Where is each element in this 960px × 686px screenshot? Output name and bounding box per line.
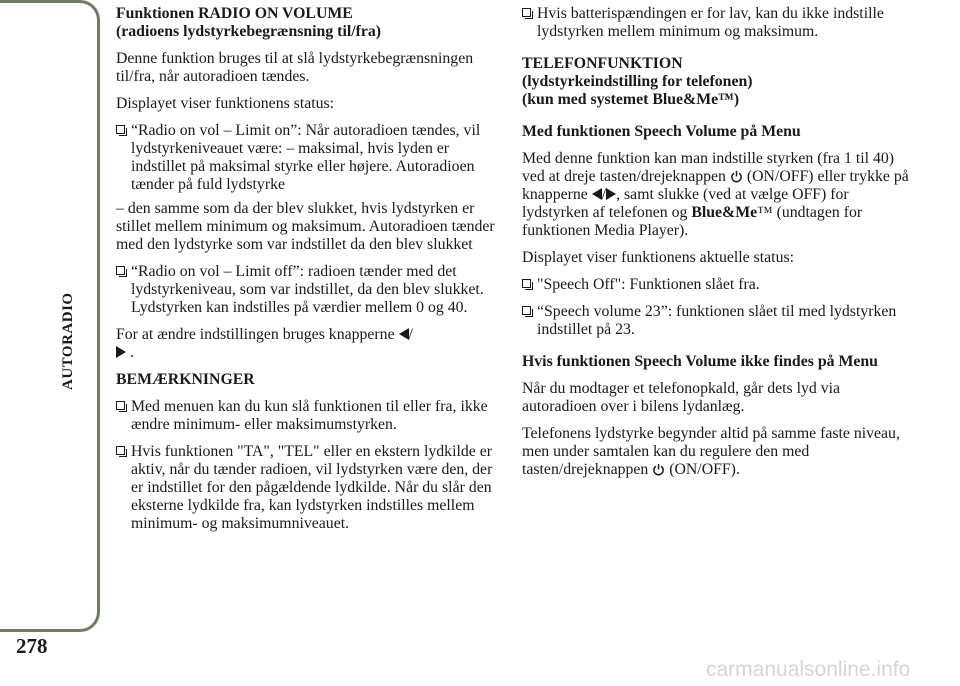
paragraph-text: , samt slukke (ved at vælge OFF) for lydstyrken af telefonen og — [522, 186, 849, 221]
list-item-text: Hvis batterispændingen er for lav, kan du ikke indstille lydstyrken mellem minimum og maksimum. — [537, 5, 884, 40]
arrow-left-icon — [592, 188, 602, 200]
trademark-symbol: ™ — [757, 204, 773, 221]
heading-line: (radioens lydstyrkebegrænsning til/fra) — [116, 23, 382, 40]
page-frame-sidebar — [0, 0, 100, 632]
paragraph: – den samme som da der blev slukket, hvis lydstyrken er stillet mellem minimum og maksimum. Autoradioen tænder med den lydstyrke som var indstillet da den blev slukket — [116, 200, 495, 253]
watermark: carmanualsonline.info — [706, 658, 911, 681]
brand-name: Blue&Me — [691, 204, 758, 221]
notes-heading: BEMÆRKNINGER — [116, 371, 255, 388]
list-item — [116, 263, 498, 317]
list-item-text: “Speech volume 23”: funktionen slået til med lydstyrken indstillet på 23. — [537, 303, 897, 338]
paragraph — [116, 326, 498, 362]
paragraph — [522, 150, 914, 240]
radio-on-volume-heading — [116, 5, 498, 41]
paragraph-text: (ON/OFF) eller trykke på knapperne — [522, 168, 909, 203]
list-item — [116, 443, 498, 533]
speech-volume-heading: Med funktionen Speech Volume på Menu — [522, 123, 801, 140]
arrow-right-icon — [606, 188, 616, 200]
heading-line: Funktionen RADIO ON VOLUME — [116, 5, 353, 22]
checkbox-bullet-icon — [522, 8, 531, 17]
left-column — [116, 5, 498, 542]
arrow-left-icon — [399, 328, 409, 340]
checkbox-bullet-icon — [116, 266, 125, 275]
arrow-right-icon — [116, 346, 126, 358]
heading-line: (lydstyrkeindstilling for telefonen) — [522, 73, 753, 90]
slash-text: / — [408, 326, 413, 343]
power-icon — [652, 463, 665, 476]
list-item — [116, 122, 498, 194]
list-item — [522, 303, 914, 339]
list-item-text: "Speech Off": Funktionen slået fra. — [537, 276, 760, 293]
list-item-text: “Radio on vol – Limit on”: Når autoradioen tændes, vil lydstyrkeniveauet være: – maksimal, hvis lyden er indstillet på maksimal styrke eller højere. Autoradioen tænder på fuld lydstyrke — [131, 122, 481, 193]
power-icon — [730, 170, 743, 183]
paragraph: Denne funktion bruges til at slå lydstyrkebegrænsningen til/fra, når autoradioen tændes. — [116, 50, 474, 85]
paragraph-text: (undtagen for funktionen Media Player). — [522, 204, 863, 239]
paragraph: Når du modtager et telefonopkald, går dets lyd via autoradioen over i bilens lydanlæg. — [522, 380, 841, 415]
checkbox-bullet-icon — [116, 446, 125, 455]
paragraph: Displayet viser funktionens status: — [116, 95, 335, 112]
checkbox-bullet-icon — [116, 125, 125, 134]
paragraph-text: For at ændre indstillingen bruges knapperne — [116, 326, 395, 343]
checkbox-bullet-icon — [522, 279, 531, 288]
right-column — [522, 5, 914, 488]
list-item — [116, 398, 498, 434]
list-item-text: Med menuen kan du kun slå funktionen til eller fra, ikke ændre minimum- eller maksimumstyrken. — [131, 398, 488, 433]
paragraph-text: Med denne funktion kan man indstille styrken (fra 1 til 40) ved at dreje tasten/drejeknappen — [522, 150, 895, 185]
section-title: AUTORADIO — [60, 292, 76, 390]
paragraph-text: Telefonens lydstyrke begynder altid på samme faste niveau, men under samtalen kan du regulere den med tasten/drejeknappen — [522, 425, 900, 478]
list-item — [522, 5, 914, 41]
list-item-text: “Radio on vol – Limit off”: radioen tænder med det lydstyrkeniveau, som var indstillet, da den blev slukket. Lydstyrken kan indstilles på værdier mellem 0 og 40. — [131, 263, 484, 316]
checkbox-bullet-icon — [116, 401, 125, 410]
paragraph — [522, 425, 914, 479]
heading-line: (kun med systemet Blue&Me™) — [522, 91, 740, 108]
checkbox-bullet-icon — [522, 306, 531, 315]
paragraph: Displayet viser funktionens aktuelle status: — [522, 249, 795, 266]
list-item-text: Hvis funktionen "TA", "TEL" eller en ekstern lydkilde er aktiv, når du tænder radioen, vil lydstyrken være den, der er indstillet for den pågældende lydkilde. Når du slår den eksterne lydkilde fra, kan lydstyrken indstilles mellem minimum- og maksimumniveauet. — [131, 443, 493, 532]
slash-text: / — [601, 186, 607, 203]
speech-volume-missing-heading: Hvis funktionen Speech Volume ikke findes på Menu — [522, 353, 878, 370]
heading-line: TELEFONFUNKTION — [522, 55, 683, 72]
page-number: 278 — [16, 634, 48, 658]
list-item — [522, 276, 914, 294]
paragraph-text: (ON/OFF). — [669, 461, 740, 478]
telephone-function-heading — [522, 55, 914, 109]
paragraph-text: . — [129, 344, 134, 361]
